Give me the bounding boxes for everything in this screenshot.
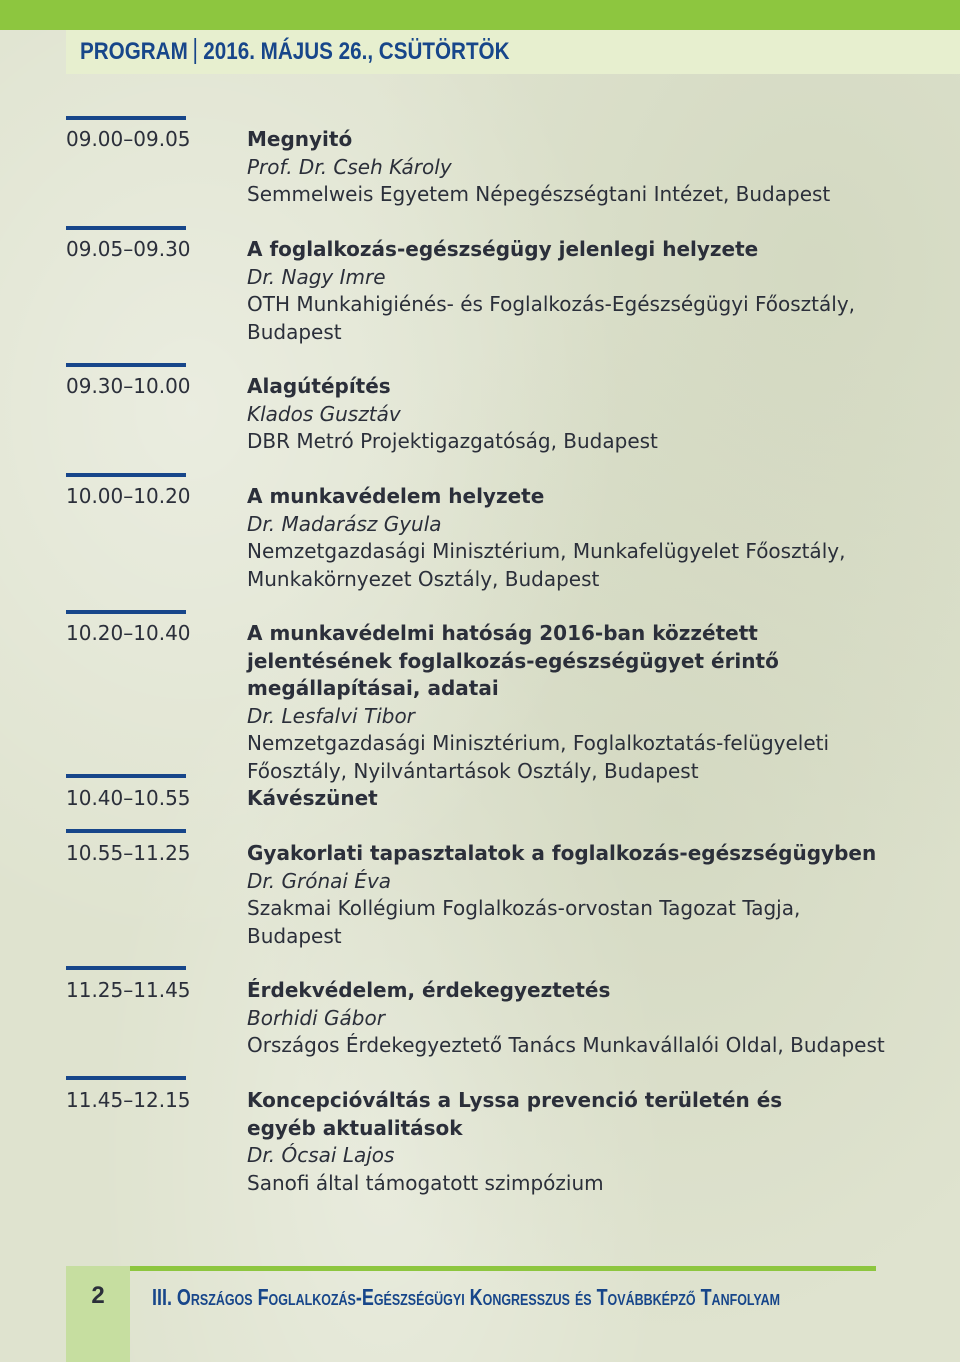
item-time: 10.00–10.20 xyxy=(66,484,191,508)
item-time: 10.20–10.40 xyxy=(66,621,191,645)
item-time: 10.40–10.55 xyxy=(66,786,191,810)
item-affiliation: Szakmai Kollégium Foglalkozás-orvostan Tagozat Tagja, Budapest xyxy=(247,896,801,948)
item-time: 09.00–09.05 xyxy=(66,127,191,151)
item-speaker: Prof. Dr. Cseh Károly xyxy=(247,154,452,179)
item-affiliation: Semmelweis Egyetem Népegészségtani Intézet, Budapest xyxy=(247,182,831,206)
program-item xyxy=(247,373,947,456)
item-title: A foglalkozás-egészségügy jelenlegi helyzete xyxy=(247,237,759,261)
item-title: Alagútépítés xyxy=(247,374,391,398)
title-separator xyxy=(195,38,197,64)
item-speaker: Dr. Ócsai Lajos xyxy=(247,1143,395,1167)
item-affiliation: OTH Munkahigiénés- és Foglalkozás-Egészségügyi Főosztály, Budapest xyxy=(247,292,856,344)
item-title: Gyakorlati tapasztalatok a foglalkozás-egészségügyben xyxy=(247,841,877,865)
congress-title: III. Országos Foglalkozás-Egészségügyi Kongresszus és Továbbképző Tanfolyam xyxy=(152,1284,780,1310)
item-affiliation: Sanofi által támogatott szimpózium xyxy=(247,1170,604,1195)
item-time: 09.05–09.30 xyxy=(66,237,191,261)
item-affiliation: Nemzetgazdasági Minisztérium, Munkafelügyelet Főosztály, Munkakörnyezet Osztály, Budapest xyxy=(247,539,846,591)
item-title: A munkavédelmi hatóság 2016-ban közzétett jelentésének foglalkozás-egészségügyet érintő megállapításai, adatai xyxy=(247,621,779,700)
item-speaker: Klados Gusztáv xyxy=(247,401,401,426)
program-item xyxy=(247,785,947,813)
item-title: A munkavédelem helyzete xyxy=(247,484,545,508)
item-divider xyxy=(66,473,186,477)
item-time: 10.55–11.25 xyxy=(66,841,191,865)
item-time: 11.45–12.15 xyxy=(66,1088,191,1112)
item-divider xyxy=(66,116,186,120)
item-time: 09.30–10.00 xyxy=(66,374,191,398)
item-title: Érdekvédelem, érdekegyeztetés xyxy=(247,978,611,1002)
item-speaker: Dr. Lesfalvi Tibor xyxy=(247,703,415,728)
item-speaker: Dr. Madarász Gyula xyxy=(247,511,442,536)
item-divider xyxy=(66,363,186,367)
item-speaker: Borhidi Gábor xyxy=(247,1005,385,1030)
program-item xyxy=(247,126,947,209)
program-item xyxy=(247,1087,947,1197)
program-date: 2016. MÁJUS 26., CSÜTÖRTÖK xyxy=(203,38,510,65)
item-divider xyxy=(66,610,186,614)
header-bar xyxy=(0,0,960,30)
item-speaker: Dr. Grónai Éva xyxy=(247,868,392,893)
item-divider xyxy=(66,226,186,230)
item-divider xyxy=(66,829,186,833)
item-title: Megnyitó xyxy=(247,127,353,151)
item-time: 11.25–11.45 xyxy=(66,978,191,1002)
item-title: Kávészünet xyxy=(247,786,378,810)
footer-rule xyxy=(130,1266,876,1271)
program-item xyxy=(247,840,947,950)
item-affiliation: Nemzetgazdasági Minisztérium, Foglalkoztatás-felügyeleti Főosztály, Nyilvántartások Osztály, Budapest xyxy=(247,731,830,783)
program-item xyxy=(247,977,947,1060)
item-divider xyxy=(66,774,186,778)
item-affiliation: Országos Érdekegyeztető Tanács Munkavállalói Oldal, Budapest xyxy=(247,1033,885,1057)
page-title xyxy=(80,37,510,67)
program-item xyxy=(247,483,947,593)
program-item xyxy=(247,620,947,785)
program-label: PROGRAM xyxy=(80,38,188,65)
item-affiliation: DBR Metró Projektigazgatóság, Budapest xyxy=(247,429,658,453)
item-divider xyxy=(66,966,186,970)
page-number: 2 xyxy=(91,1282,105,1309)
item-divider xyxy=(66,1076,186,1080)
program-item xyxy=(247,236,947,346)
item-title: Koncepcióváltás a Lyssa prevenció területén és egyéb aktualitások xyxy=(247,1088,783,1140)
item-speaker: Dr. Nagy Imre xyxy=(247,264,386,289)
